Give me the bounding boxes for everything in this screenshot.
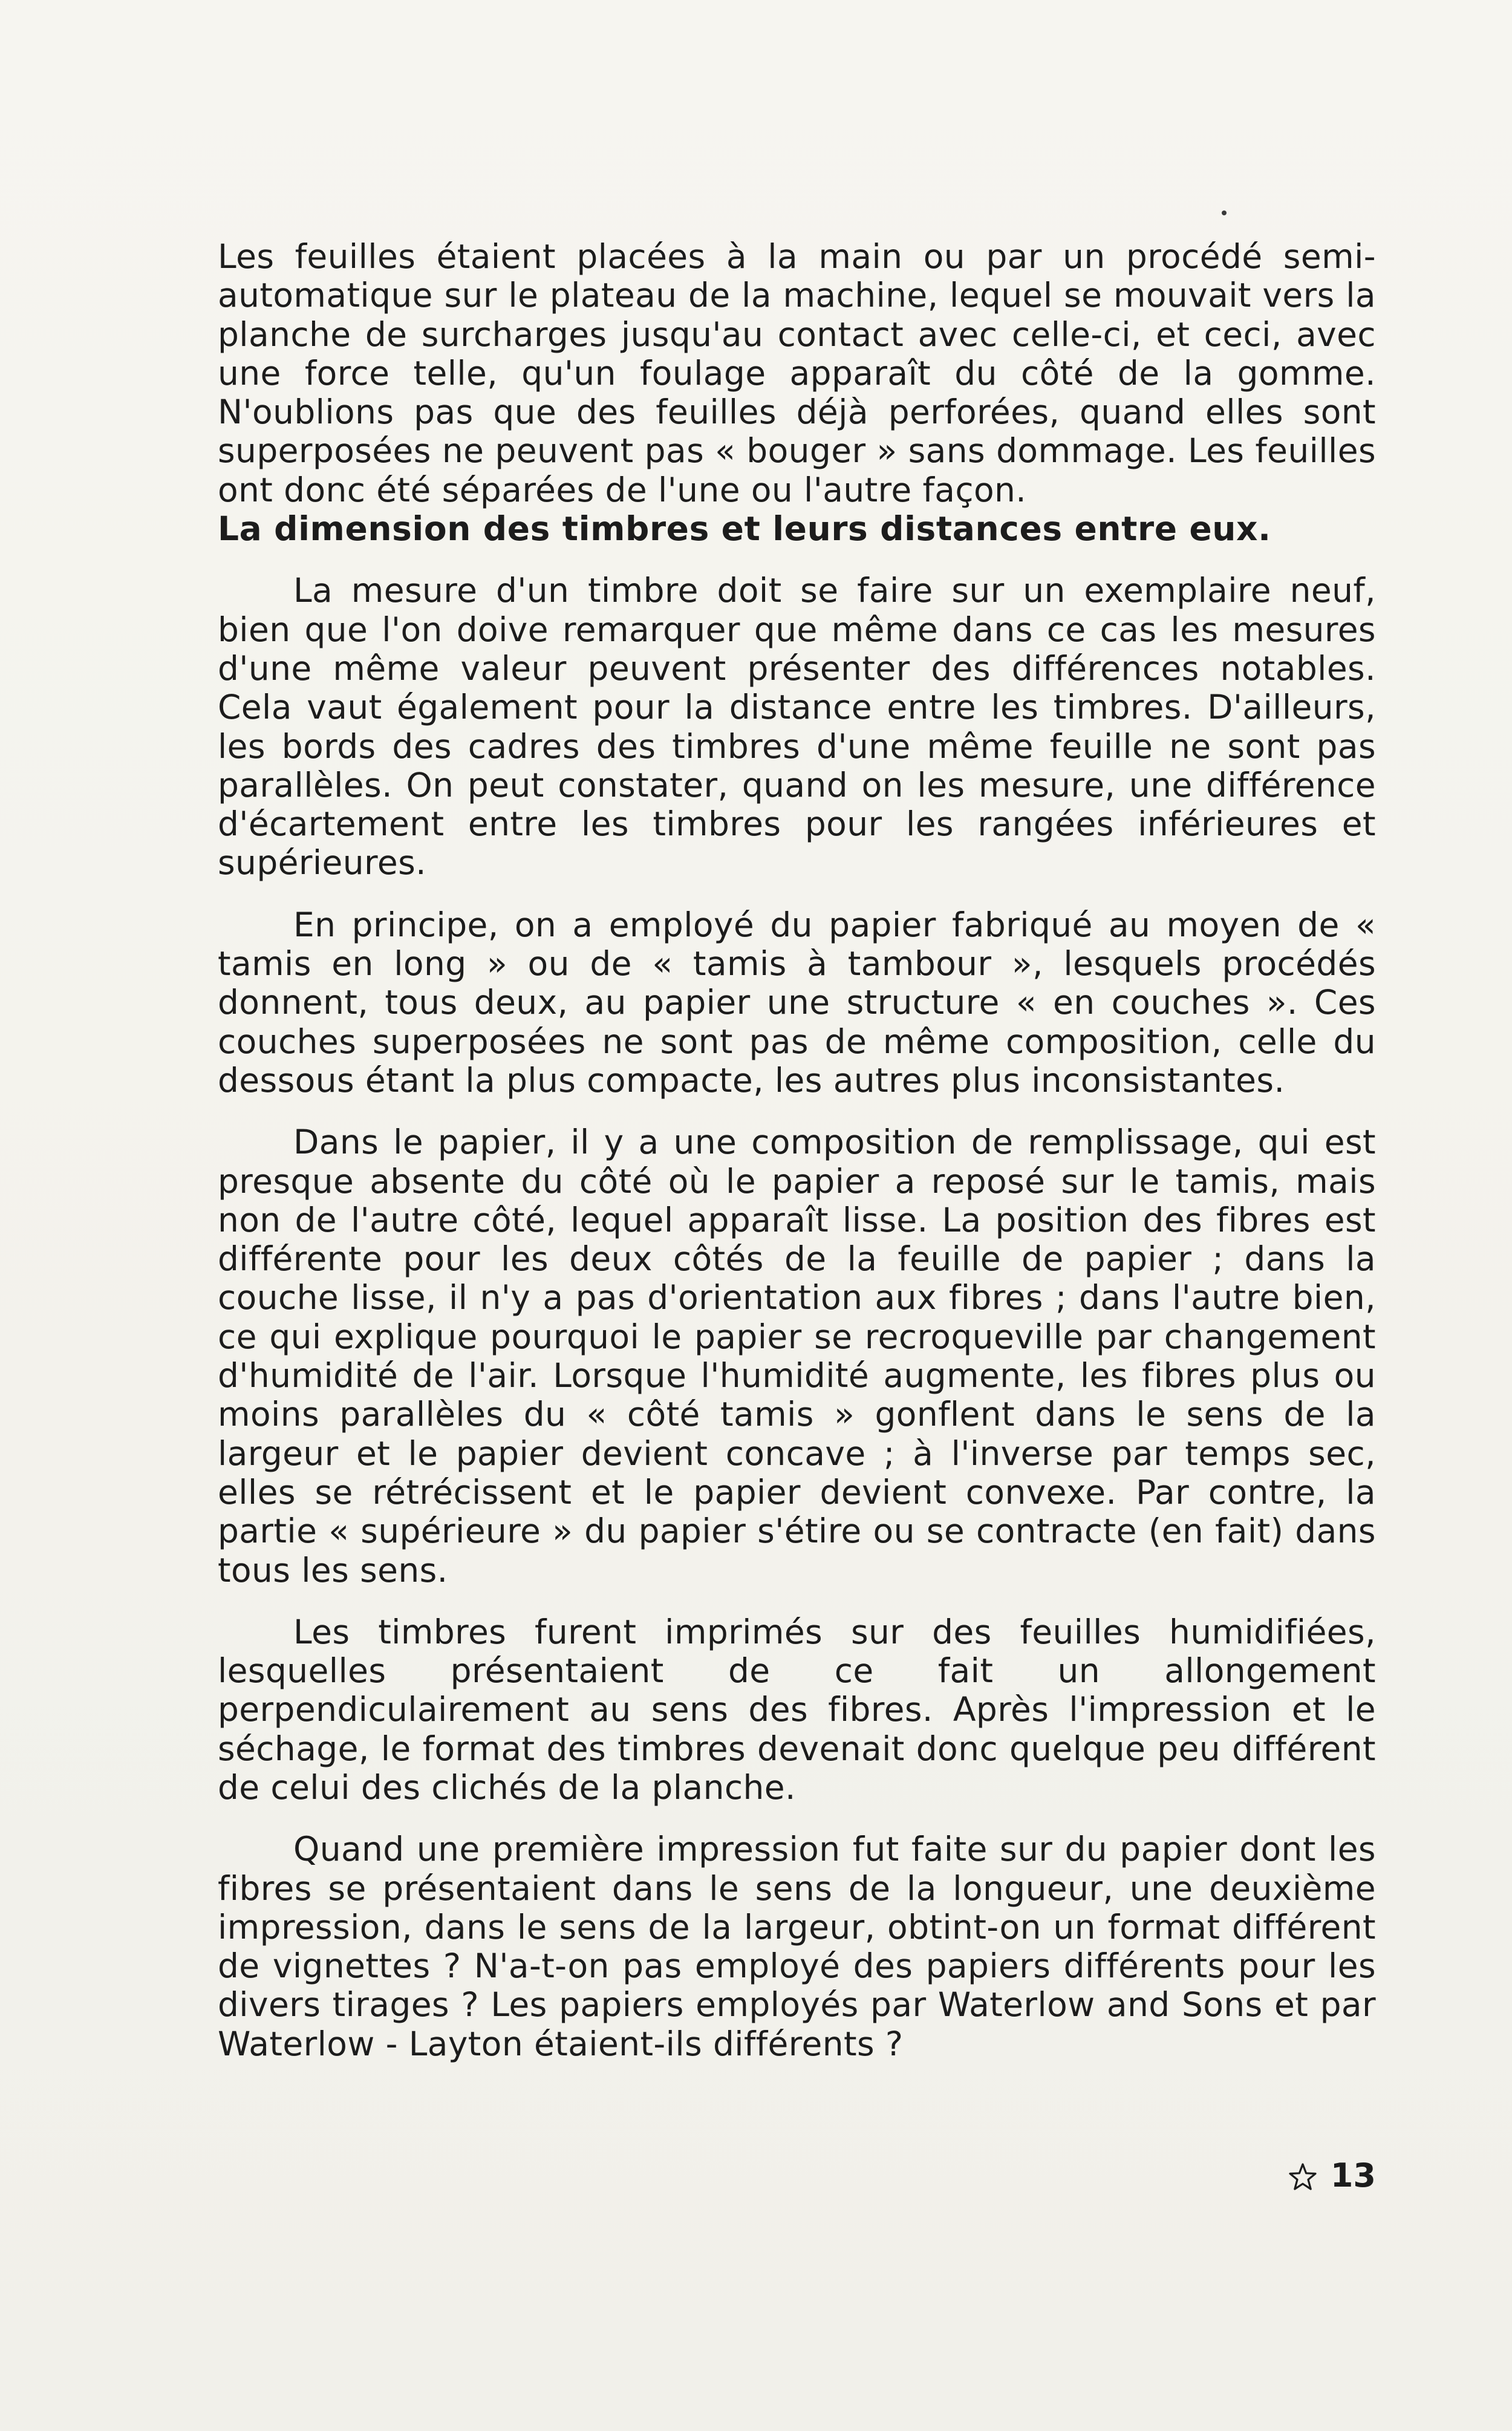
paragraph-stamp-measurement: La mesure d'un timbre doit se faire sur un exemplaire neuf, bien que l'on doive remarquer que même dans ce cas les mesures d'une même valeur peuvent présenter des différences notables. Cela vaut également pour la distance entre les timbres. D'ailleurs, les bords des cadres des timbres d'une même feuille ne sont pas parallèles. On peut constater, quand on les mesure, une différence d'écartement entre les timbres pour les rangées inférieures et supérieures.: [218, 571, 1376, 883]
star-outline-icon: [1288, 2161, 1317, 2190]
paragraph-printing-questions: Quand une première impression fut faite sur du papier dont les fibres se présentaient dans le sens de la longueur, une deuxième impression, dans le sens de la largeur, obtint-on un format différent de vignettes ? N'a-t-on pas employé des papiers différents pour les divers tirages ? Les papiers employés par Waterlow and Sons et par Waterlow - Layton étaient-ils différents ?: [218, 1830, 1376, 2063]
print-speck: [1222, 210, 1227, 215]
page-footer: [1288, 2156, 1376, 2194]
section-heading: La dimension des timbres et leurs distances entre eux.: [218, 509, 1271, 549]
page-number: 13: [1330, 2156, 1376, 2194]
paragraph-humidified-sheets: Les timbres furent imprimés sur des feuilles humidifiées, lesquelles présentaient de ce fait un allongement perpendiculairement au sens des fibres. Après l'impression et le séchage, le format des timbres devenait donc quelque peu différent de celui des clichés de la planche.: [218, 1612, 1376, 1807]
paragraph-paper-composition: Dans le papier, il y a une composition de remplissage, qui est presque absente du côté où le papier a reposé sur le tamis, mais non de l'autre côté, lequel apparaît lisse. La position des fibres est différente pour les deux côtés de la feuille de papier ; dans la couche lisse, il n'y a pas d'orientation aux fibres ; dans l'autre bien, ce qui explique pourquoi le papier se recroqueville par changement d'humidité de l'air. Lorsque l'humidité augmente, les fibres plus ou moins parallèles du « côté tamis » gonflent dans le sens de la largeur et le papier devient concave ; à l'inverse par temps sec, elles se rétrécissent et le papier devient convexe. Par contre, la partie « supérieure » du papier s'étire ou se contracte (en fait) dans tous les sens.: [218, 1123, 1376, 1590]
paragraph-sheets-placement: Les feuilles étaient placées à la main ou par un procédé semi-automatique sur le plateau de la machine, lequel se mouvait vers la planche de surcharges jusqu'au contact avec celle-ci, et ceci, avec une force telle, qu'un foulage apparaît du côté de la gomme. N'oublions pas que des feuilles déjà perforées, quand elles sont superposées ne peuvent pas « bouger » sans dommage. Les feuilles ont donc été séparées de l'une ou l'autre façon.: [218, 237, 1376, 509]
paragraph-paper-types: En principe, on a employé du papier fabriqué au moyen de « tamis en long » ou de « tamis à tambour », lesquels procédés donnent, tous deux, au papier une structure « en couches ». Ces couches superposées ne sont pas de même composition, celle du dessous étant la plus compacte, les autres plus inconsistantes.: [218, 905, 1376, 1100]
body-text: [218, 237, 1376, 2063]
